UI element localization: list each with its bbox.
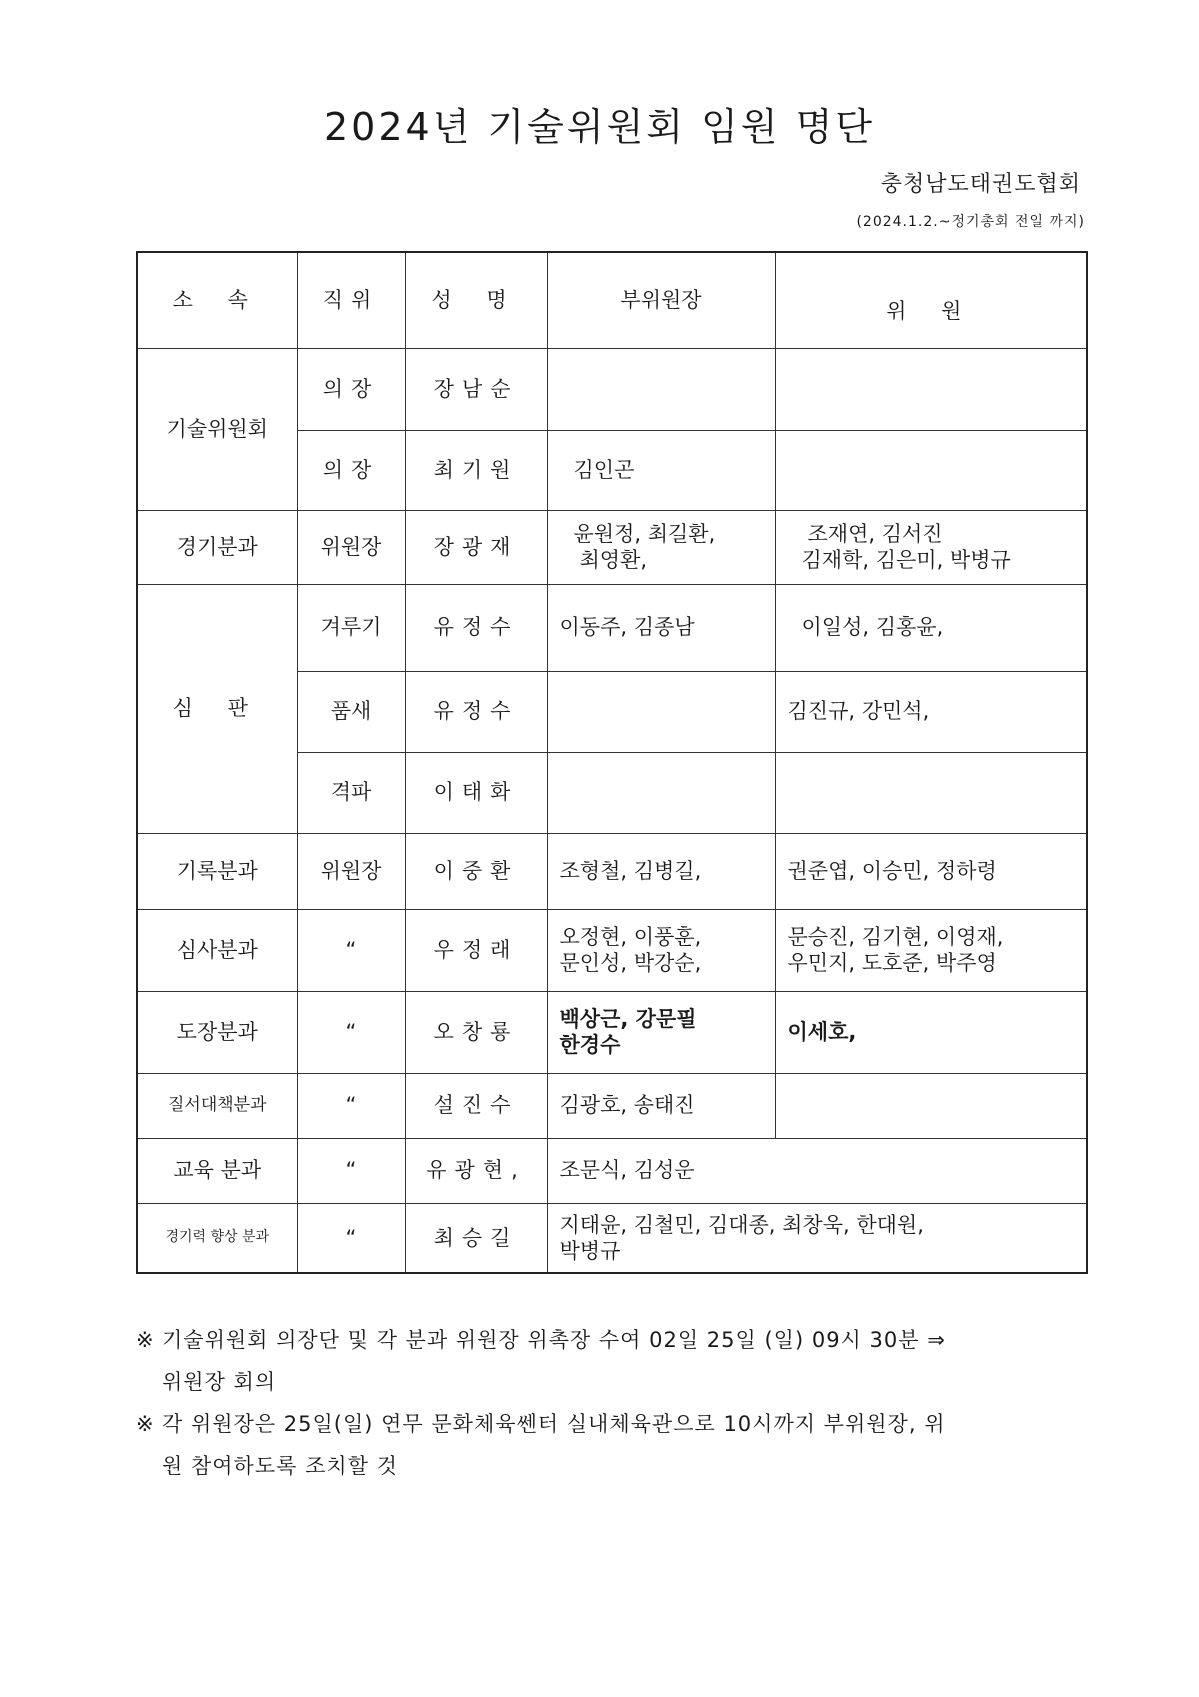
table-row bbox=[137, 1073, 1087, 1138]
name-cell: 설진수 bbox=[405, 1073, 547, 1138]
table-row bbox=[137, 510, 1087, 584]
members-cell bbox=[775, 1073, 1087, 1138]
members-line: 문승진, 김기현, 이영재, bbox=[787, 924, 1004, 949]
position-cell: 격파 bbox=[297, 752, 405, 833]
header-position: 직위 bbox=[297, 252, 405, 348]
position-cell: 의장 bbox=[297, 348, 405, 430]
vice-chair-line: 문인성, 박강순, bbox=[559, 951, 702, 975]
vice-chair-cell bbox=[547, 909, 775, 991]
note-instruction bbox=[136, 1403, 1088, 1487]
name-cell: 유정수 bbox=[405, 671, 547, 752]
table-row bbox=[137, 1203, 1087, 1273]
vice-chair-cell: 김인곤 bbox=[547, 430, 775, 510]
vice-chair-cell bbox=[547, 1203, 1087, 1273]
affiliation-cell: 기술위원회 bbox=[137, 348, 297, 510]
note-mark: ※ bbox=[136, 1412, 155, 1436]
affiliation-cell: 도장분과 bbox=[137, 991, 297, 1073]
position-cell: 위원장 bbox=[297, 510, 405, 584]
position-cell: 의장 bbox=[297, 430, 405, 510]
position-cell: 품새 bbox=[297, 671, 405, 752]
vice-chair-cell bbox=[547, 671, 775, 752]
note-ceremony bbox=[136, 1319, 1088, 1403]
position-cell: “ bbox=[297, 1073, 405, 1138]
table-row bbox=[137, 909, 1087, 991]
note-mark: ※ bbox=[136, 1328, 155, 1352]
members-cell bbox=[775, 430, 1087, 510]
affiliation-cell: 질서대책분과 bbox=[137, 1073, 297, 1138]
table-row bbox=[137, 833, 1087, 909]
position-cell: 위원장 bbox=[297, 833, 405, 909]
table-header-row bbox=[137, 252, 1087, 348]
position-cell: “ bbox=[297, 1138, 405, 1203]
name-cell: 오창룡 bbox=[405, 991, 547, 1073]
members-line: 김재학, 김은미, 박병규 bbox=[801, 548, 1011, 572]
members-cell bbox=[775, 510, 1087, 584]
affiliation-cell: 기록분과 bbox=[137, 833, 297, 909]
name-cell: 이중환 bbox=[405, 833, 547, 909]
vice-chair-cell bbox=[547, 752, 775, 833]
name-cell: 장광재 bbox=[405, 510, 547, 584]
vice-chair-cell: 조형철, 김병길, bbox=[547, 833, 775, 909]
affiliation-cell: 심사분과 bbox=[137, 909, 297, 991]
vice-chair-line: 오정현, 이풍훈, bbox=[559, 924, 702, 949]
name-cell: 장남순 bbox=[405, 348, 547, 430]
vice-chair-cell bbox=[547, 510, 775, 584]
affiliation-cell: 교육 분과 bbox=[137, 1138, 297, 1203]
vice-chair-line: 백상근, 강문필 bbox=[559, 1006, 697, 1031]
header-affiliation: 소 속 bbox=[137, 252, 297, 348]
organization-name: 충청남도태권도협회 bbox=[880, 172, 1081, 197]
header-members: 위 원 bbox=[775, 252, 1087, 348]
members-cell bbox=[775, 752, 1087, 833]
note-text: 원 참여하도록 조치할 것 bbox=[162, 1454, 398, 1478]
members-line: 조재연, 김서진 bbox=[807, 521, 943, 546]
vice-chair-cell bbox=[547, 348, 775, 430]
members-cell: 권준엽, 이승민, 정하령 bbox=[775, 833, 1087, 909]
vice-chair-cell: 이동주, 김종남 bbox=[547, 584, 775, 671]
members-line: 우민지, 도호준, 박주영 bbox=[787, 951, 997, 975]
members-cell: 이세호, bbox=[775, 991, 1087, 1073]
vice-chair-line: 지태윤, 김철민, 김대종, 최창욱, 한대원, bbox=[559, 1212, 924, 1237]
table-row bbox=[137, 348, 1087, 430]
vice-chair-cell: 조문식, 김성운 bbox=[547, 1138, 1087, 1203]
vice-chair-line: 박병규 bbox=[559, 1238, 621, 1263]
position-cell: “ bbox=[297, 991, 405, 1073]
affiliation-cell: 심 판 bbox=[137, 584, 297, 833]
name-cell: 최기원 bbox=[405, 430, 547, 510]
table-row bbox=[137, 584, 1087, 671]
members-cell bbox=[775, 909, 1087, 991]
name-cell: 우정래 bbox=[405, 909, 547, 991]
affiliation-cell: 경기력 향상 분과 bbox=[137, 1203, 297, 1273]
position-cell: “ bbox=[297, 1203, 405, 1273]
document-title: 2024년 기술위원회 임원 명단 bbox=[323, 105, 876, 149]
position-cell: “ bbox=[297, 909, 405, 991]
name-cell: 최승길 bbox=[405, 1203, 547, 1273]
note-text: 각 위원장은 25일(일) 연무 문화체육쎈터 실내체육관으로 10시까지 부위원장, 위 bbox=[162, 1412, 946, 1436]
name-cell: 이태화 bbox=[405, 752, 547, 833]
table-row bbox=[137, 991, 1087, 1073]
name-cell: 유광현, bbox=[405, 1138, 547, 1203]
term-period: (2024.1.2.~정기총회 전일 까지) bbox=[856, 214, 1085, 230]
affiliation-cell: 경기분과 bbox=[137, 510, 297, 584]
vice-chair-line: 한경수 bbox=[559, 1033, 621, 1057]
position-cell: 겨루기 bbox=[297, 584, 405, 671]
table-row bbox=[137, 1138, 1087, 1203]
note-text: 위원장 회의 bbox=[162, 1370, 277, 1394]
members-cell: 이일성, 김홍윤, bbox=[775, 584, 1087, 671]
note-text: 기술위원회 의장단 및 각 분과 위원장 위촉장 수여 02일 25일 (일) 09시 30분 ⇒ bbox=[162, 1328, 946, 1352]
name-cell: 유정수 bbox=[405, 584, 547, 671]
vice-chair-cell: 김광호, 송태진 bbox=[547, 1073, 775, 1138]
header-vice-chair: 부위원장 bbox=[547, 252, 775, 348]
members-cell: 김진규, 강민석, bbox=[775, 671, 1087, 752]
vice-chair-line: 최영환, bbox=[579, 548, 648, 572]
members-cell bbox=[775, 348, 1087, 430]
header-name: 성 명 bbox=[405, 252, 547, 348]
vice-chair-cell bbox=[547, 991, 775, 1073]
officer-roster-table bbox=[136, 251, 1088, 1274]
vice-chair-line: 윤원정, 최길환, bbox=[573, 521, 716, 546]
